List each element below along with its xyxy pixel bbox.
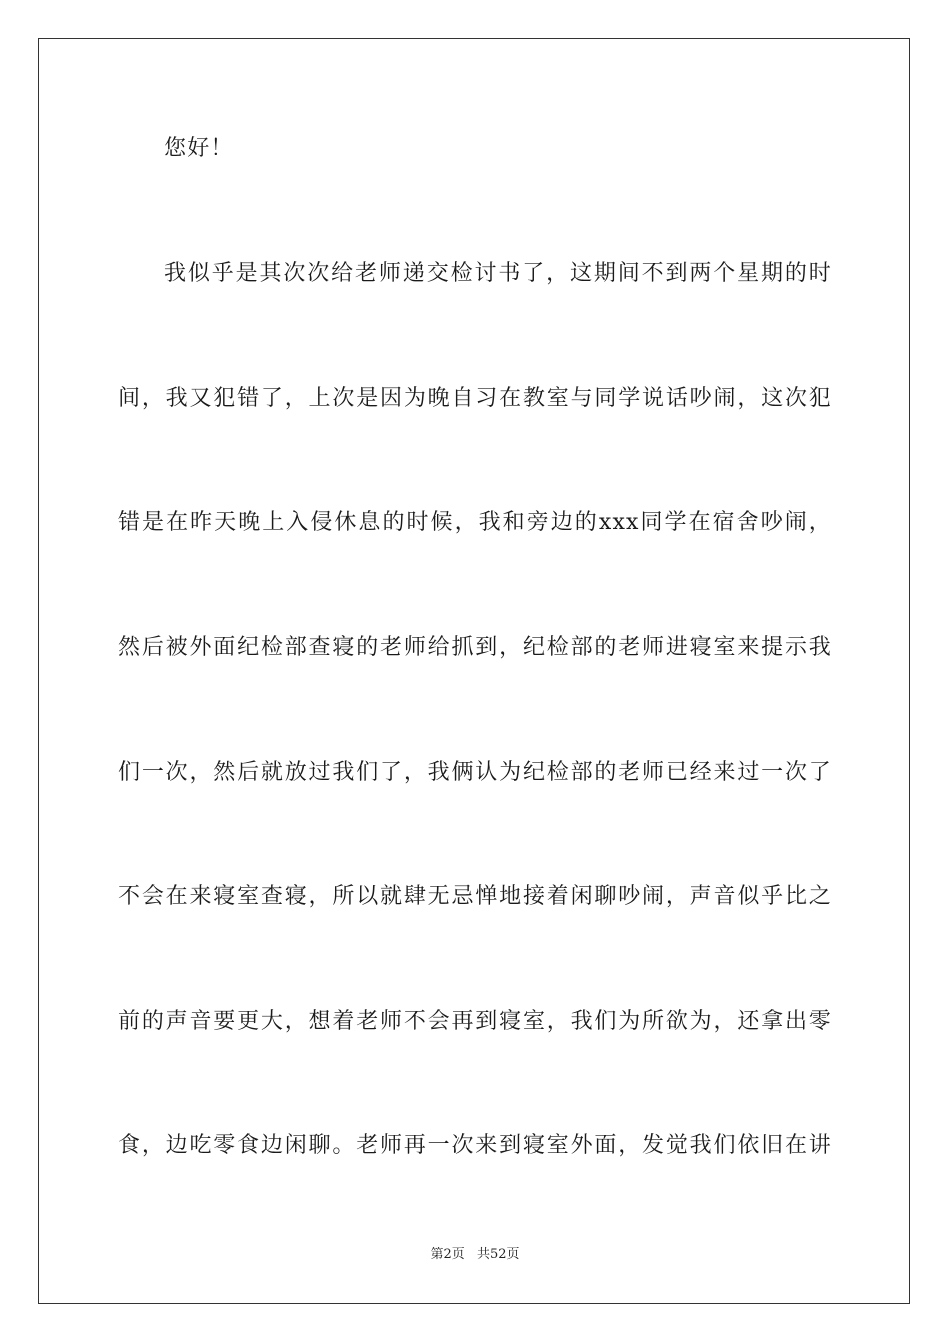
body-line-1: 我似乎是其次次给老师递交检讨书了，这期间不到两个星期的时 — [164, 261, 832, 286]
body-line-8: 食，边吃零食边闲聊。老师再一次来到寝室外面，发觉我们依旧在讲 — [118, 1133, 832, 1158]
page-number: 第2页 — [430, 1247, 465, 1262]
body-line-5: 们一次，然后就放过我们了，我俩认为纪检部的老师已经来过一次了 — [118, 760, 832, 785]
page-footer — [0, 1246, 950, 1264]
page-border — [38, 38, 910, 1304]
page-total: 共52页 — [476, 1247, 520, 1262]
body-line-7: 前的声音要更大，想着老师不会再到寝室，我们为所欲为，还拿出零 — [118, 1009, 832, 1034]
greeting-line: 您好！ — [164, 136, 234, 161]
body-line-2: 间，我又犯错了，上次是因为晚自习在教室与同学说话吵闹，这次犯 — [118, 386, 832, 411]
body-line-4: 然后被外面纪检部查寝的老师给抓到，纪检部的老师进寝室来提示我 — [118, 635, 832, 660]
body-line-6: 不会在来寝室查寝，所以就肆无忌惮地接着闲聊吵闹，声音似乎比之 — [118, 884, 832, 909]
body-line-3: 错是在昨天晚上入侵休息的时候，我和旁边的xxx同学在宿舍吵闹， — [118, 510, 832, 535]
